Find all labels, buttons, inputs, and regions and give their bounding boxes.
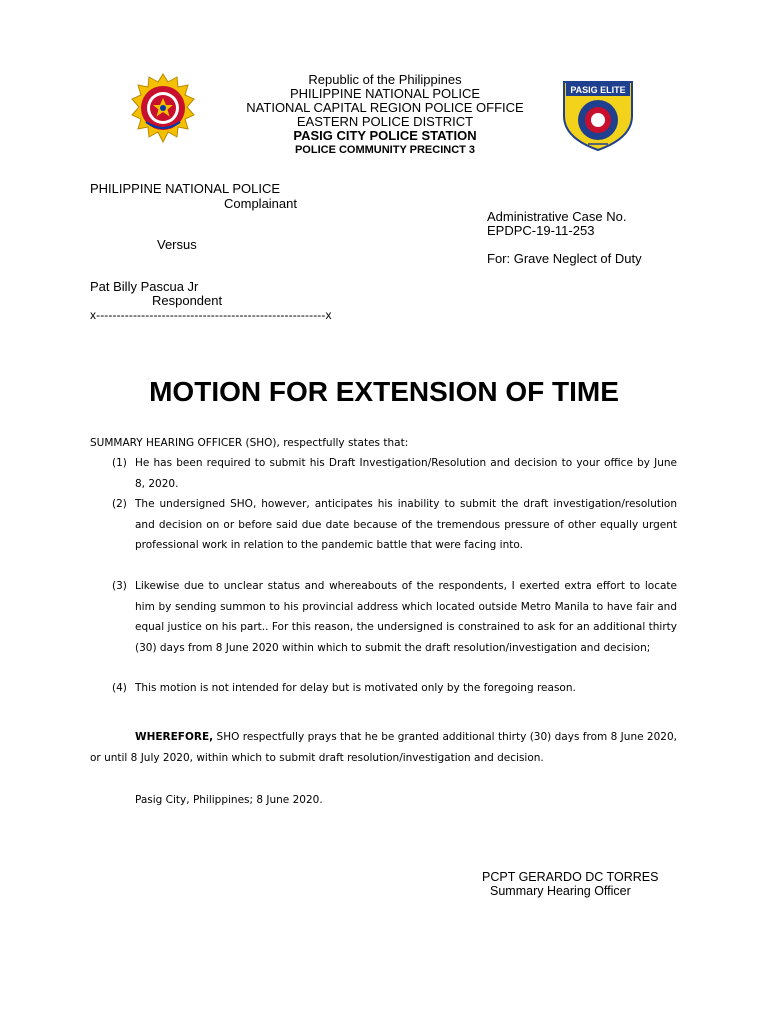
pasig-elite-badge-logo xyxy=(560,76,636,152)
document-title: MOTION FOR EXTENSION OF TIME xyxy=(149,376,619,407)
item-1-text: He has been required to submit his Draft Investigation/Resolution and decision to your office by June 8, 2020. xyxy=(135,457,677,490)
item-3-text: Likewise due to unclear status and whereabouts of the respondents, I exerted extra effort to locate him by sending summon to his provincial address which located outside Metro Manila to have fair and equal justice on his part.. For this reason, the undersigned is constrained to ask for an additional thirty (30) days from 8 June 2020 within which to submit the draft resolution/investigation and decision; xyxy=(135,580,677,654)
header-precinct: POLICE COMMUNITY PRECINCT 3 xyxy=(294,144,476,156)
respondent-name: Pat Billy Pascua Jr xyxy=(90,279,199,294)
item-2-number: (2) xyxy=(112,498,127,510)
wherefore-text: SHO respectfully prays that he be granted additional thirty (30) days from 8 June 2020, or until 8 July 2020, within which to submit draft resolution/investigation and decision. xyxy=(90,731,677,764)
signatory-name: PCPT GERARDO DC TORRES xyxy=(482,870,659,884)
case-number: EPDPC-19-11-253 xyxy=(487,223,595,238)
place-date: Pasig City, Philippines; 8 June 2020. xyxy=(135,794,323,806)
header-line-republic: Republic of the Philippines xyxy=(308,72,462,87)
item-3-number: (3) xyxy=(112,580,127,592)
header-line-ncrpo: NATIONAL CAPITAL REGION POLICE OFFICE xyxy=(246,100,524,115)
case-label: Administrative Case No. xyxy=(487,209,627,224)
wherefore-lead: WHEREFORE, xyxy=(135,731,214,743)
intro-line: SUMMARY HEARING OFFICER (SHO), respectfully states that: xyxy=(90,437,409,449)
caption-separator: x--------------------------------------------------------x xyxy=(90,308,332,322)
header-station: PASIG CITY POLICE STATION xyxy=(293,128,477,143)
pasig-elite-label: PASIG ELITE xyxy=(570,85,626,95)
complainant-label: Complainant xyxy=(224,196,297,211)
signatory-title: Summary Hearing Officer xyxy=(490,884,631,898)
wherefore-paragraph xyxy=(90,727,677,768)
header-line-pnp: PHILIPPINE NATIONAL POLICE xyxy=(290,86,480,101)
item-1-number: (1) xyxy=(112,457,127,469)
complainant-name: PHILIPPINE NATIONAL POLICE xyxy=(90,181,280,196)
charge-label: For: Grave Neglect of Duty xyxy=(487,251,642,266)
versus-label: Versus xyxy=(157,237,197,252)
item-4-number: (4) xyxy=(112,682,127,694)
header-line-epd: EASTERN POLICE DISTRICT xyxy=(296,114,474,129)
pnp-seal-logo xyxy=(130,72,196,146)
item-2-text: The undersigned SHO, however, anticipates his inability to submit the draft investigation/resolution and decision on or before said due date because of the tremendous pressure of other equally urgent professional work in relation to the pandemic battle that were facing into. xyxy=(135,498,677,551)
item-4-text: This motion is not intended for delay but is motivated only by the foregoing reason. xyxy=(135,682,576,694)
respondent-label: Respondent xyxy=(152,293,223,308)
